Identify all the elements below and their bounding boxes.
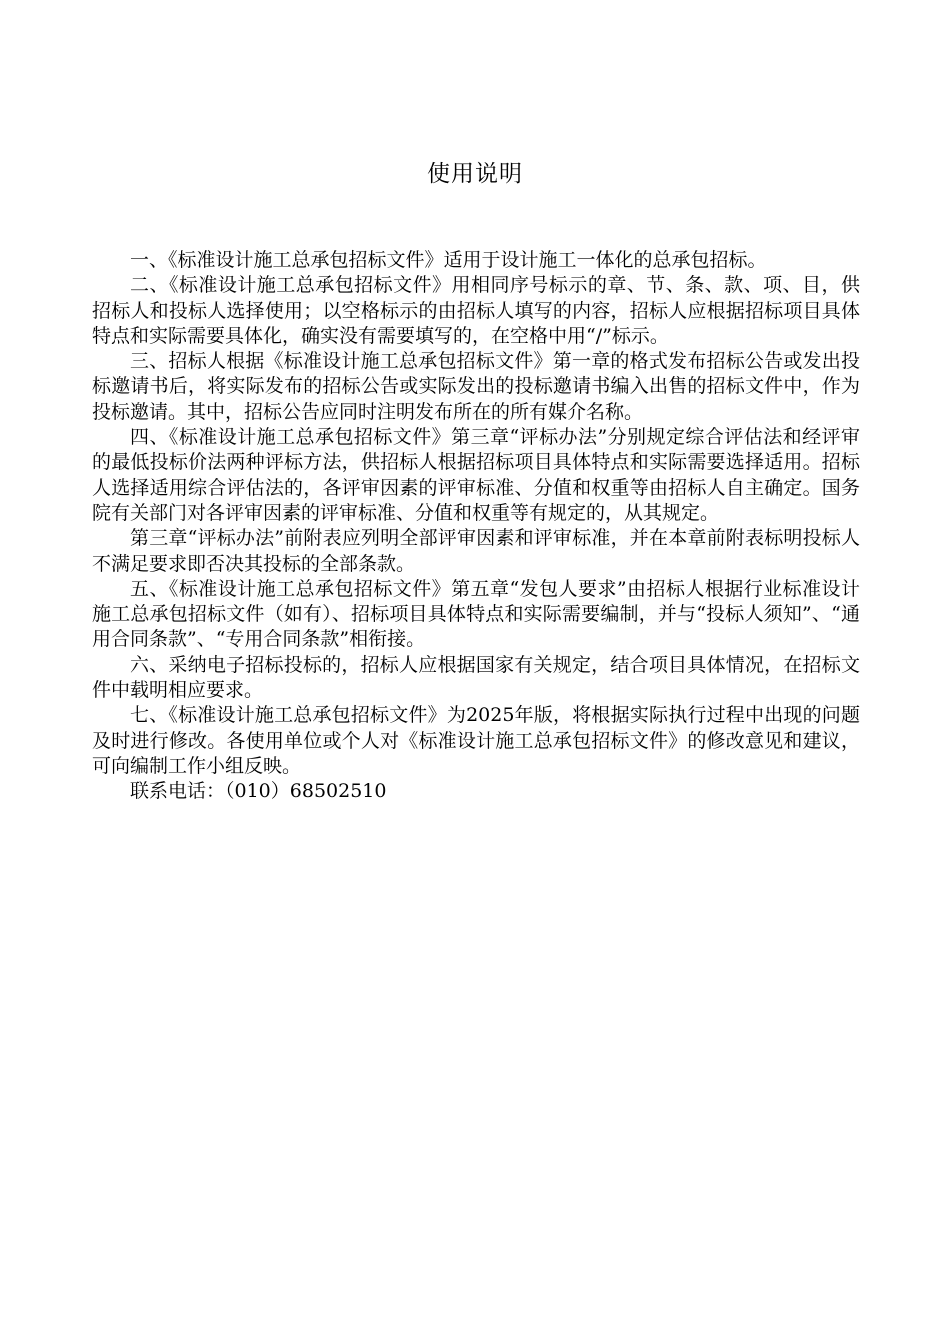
paragraph-1: 一、《标准设计施工总承包招标文件》适用于设计施工一体化的总承包招标。: [130, 249, 767, 271]
paragraph-2: 二、《标准设计施工总承包招标文件》用相同序号标示的章、节、条、款、项、目，供招标人和投标人选择使用；以空格标示的由招标人填写的内容，招标人应根据招标项目具体特点和实际需要具体化，确实没有需要填写的，在空格中用“/”标示。: [92, 274, 860, 347]
paragraph-7: 七、《标准设计施工总承包招标文件》为2025年版，将根据实际执行过程中出现的问题及时进行修改。各使用单位或个人对《标准设计施工总承包招标文件》的修改意见和建议，可向编制工作小组反映。: [92, 704, 860, 777]
paragraph-6: 六、采纳电子招标投标的，招标人应根据国家有关规定，结合项目具体情况，在招标文件中载明相应要求。: [92, 653, 860, 702]
paragraph-4: 四、《标准设计施工总承包招标文件》第三章“评标办法”分别规定综合评估法和经评审的最低投标价法两种评标方法，供招标人根据招标项目具体特点和实际需要选择适用。招标人选择适用综合评估法的，各评审因素的评审标准、分值和权重等由招标人自主确定。国务院有关部门对各评审因素的评审标准、分值和权重等有规定的，从其规定。: [92, 426, 860, 524]
instructions-body: [92, 248, 860, 805]
paragraph-4-note: 第三章“评标办法”前附表应列明全部评审因素和评审标准，并在本章前附表标明投标人不满足要求即否决其投标的全部条款。: [92, 527, 860, 575]
paragraph-5: 五、《标准设计施工总承包招标文件》第五章“发包人要求”由招标人根据行业标准设计施工总承包招标文件（如有）、招标项目具体特点和实际需要编制，并与“投标人须知”、“通用合同条款”、“专用合同条款”相衔接。: [92, 577, 860, 651]
page-title: 使用说明: [427, 161, 523, 187]
paragraph-3: 三、招标人根据《标准设计施工总承包招标文件》第一章的格式发布招标公告或发出投标邀请书后，将实际发布的招标公告或实际发出的投标邀请书编入出售的招标文件中，作为投标邀请。其中，招标公告应同时注明发布所在的所有媒介名称。: [92, 350, 860, 423]
contact-phone: 联系电话：（010）68502510: [130, 780, 387, 803]
